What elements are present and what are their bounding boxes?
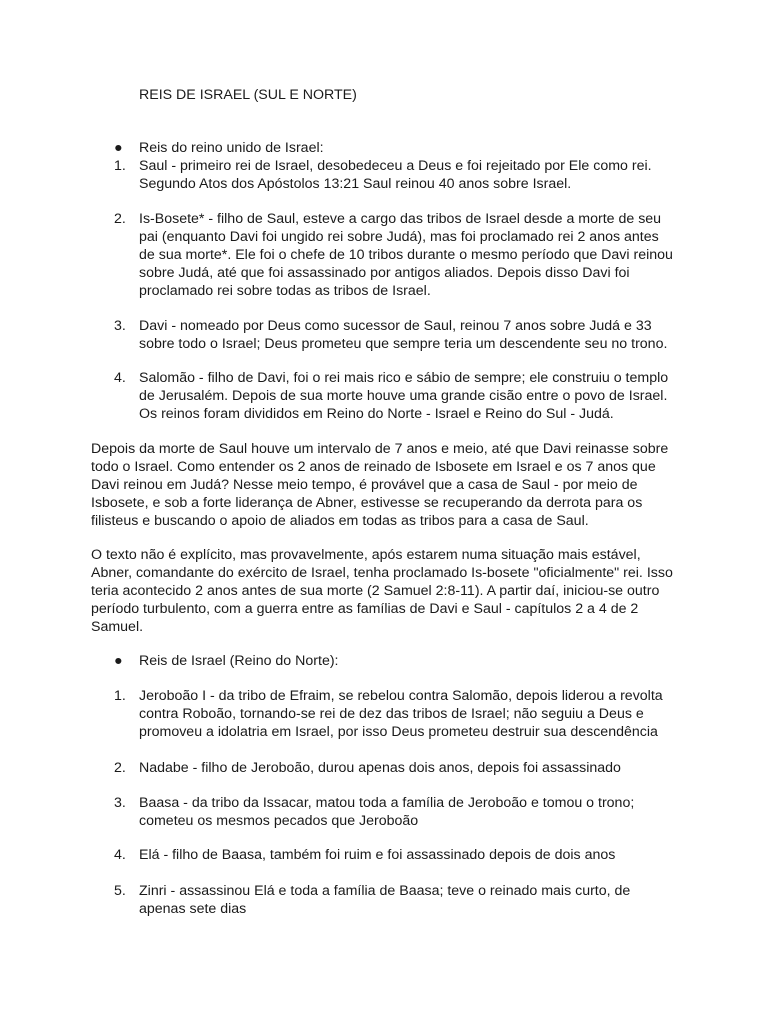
list-item-text: Elá - filho de Baasa, também foi ruim e foi assassinado depois de dois anos [139,847,616,863]
section-heading-north: Reis de Israel (Reino do Norte): [139,653,339,669]
list-number: 4. [114,847,126,863]
bullet-northern-kingdom [114,652,339,670]
list-item-saul [114,157,674,193]
list-item-text: Is-Bosete* - filho de Saul, esteve a cargo das tribos de Israel desde a morte de seu pai (enquanto Davi foi ungido rei sobre Judá), mas foi proclamado rei 2 anos antes de sua morte*. Ele foi o chefe de 10 tribos durante o mesmo período que Davi reinou sobre Judá, até que foi assassinado por antigos aliados. Depois disso Davi foi proclamado rei sobre todas as tribos de Israel. [139,211,673,299]
list-item-text: Saul - primeiro rei de Israel, desobedeceu a Deus e foi rejeitado por Ele como rei. Segundo Atos dos Apóstolos 13:21 Saul reinou 40 anos sobre Israel. [139,158,652,192]
document-title: REIS DE ISRAEL (SUL E NORTE) [139,87,357,103]
list-item-zinri [114,882,674,918]
paragraph-interval: Depois da morte de Saul houve um intervalo de 7 anos e meio, até que Davi reinasse sobre todo o Israel. Como entender os 2 anos de reinado de Isbosete em Israel e os 7 anos que Davi reinou em Judá? Nesse meio tempo, é provável que a casa de Saul - por meio de Isbosete, e sob a forte liderança de Abner, estivesse se recuperando da derrota para os filisteus e buscando o apoio de aliados em todas as tribos para a casa de Saul. [91,441,669,529]
bullet-dot: ● [114,653,123,669]
list-number: 3. [114,795,126,811]
section-heading-united: Reis do reino unido de Israel: [139,140,324,156]
list-number: 2. [114,211,126,227]
list-item-ela [114,846,674,864]
paragraph-proclamation: O texto não é explícito, mas provavelmente, após estarem numa situação mais estável, Abner, comandante do exército de Israel, tenha proclamado Is-bosete "oficialmente" rei. Isso teria acontecido 2 anos antes de sua morte (2 Samuel 2:8-11). A partir daí, iniciou-se outro período turbulento, com a guerra entre as famílias de Davi e Saul - capítulos 2 a 4 de 2 Samuel. [91,547,673,635]
list-number: 5. [114,883,126,899]
list-item-text: Jeroboão I - da tribo de Efraim, se rebelou contra Salomão, depois liderou a revolta contra Roboão, tornando-se rei de dez das tribos de Israel; não seguiu a Deus e promoveu a idolatria em Israel, por isso Deus prometeu destruir sua descendência [139,688,663,740]
list-number: 1. [114,158,126,174]
list-item-text: Zinri - assassinou Elá e toda a família de Baasa; teve o reinado mais curto, de apenas sete dias [139,883,631,917]
list-number: 2. [114,760,126,776]
list-number: 4. [114,370,126,386]
list-item-is-bosete [114,210,674,300]
list-item-baasa [114,794,674,830]
list-item-salomao [114,369,674,423]
list-item-text: Davi - nomeado por Deus como sucessor de Saul, reinou 7 anos sobre Judá e 33 sobre todo o Israel; Deus prometeu que sempre teria um descendente seu no trono. [139,318,668,352]
bullet-dot: ● [114,140,123,156]
list-item-davi [114,317,674,353]
list-item-text: Nadabe - filho de Jeroboão, durou apenas dois anos, depois foi assassinado [139,760,621,776]
list-number: 1. [114,688,126,704]
list-item-text: Salomão - filho de Davi, foi o rei mais rico e sábio de sempre; ele construiu o templo de Jerusalém. Depois de sua morte houve uma grande cisão entre o povo de Israel. Os reinos foram divididos em Reino do Norte - Israel e Reino do Sul - Judá. [139,370,669,422]
list-item-jeroboao [114,687,674,741]
list-number: 3. [114,318,126,334]
list-item-nadabe [114,759,674,777]
bullet-united-kingdom [114,139,324,157]
list-item-text: Baasa - da tribo da Issacar, matou toda a família de Jeroboão e tomou o trono; cometeu os mesmos pecados que Jeroboão [139,795,635,829]
